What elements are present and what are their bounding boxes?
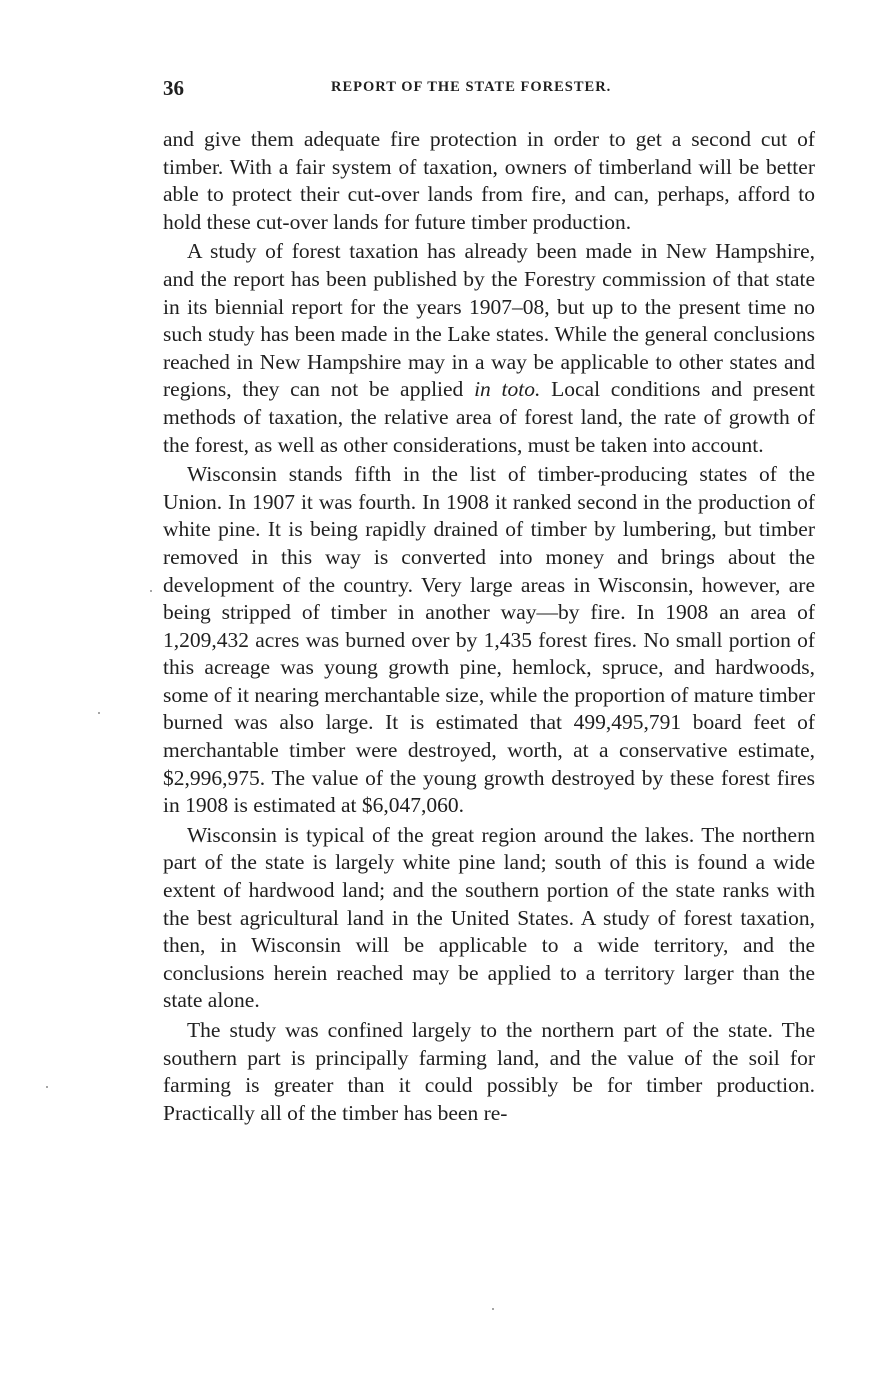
document-page (163, 72, 815, 1129)
paragraph-text: Wisconsin is typical of the great region around the lakes. The northern part of the state is largely white pine land; south of this is found a wide extent of hardwood land; and the southern portion of the state ranks with the best agricultural land in the United States. A study of forest taxation, then, in Wisconsin will be applicable to a wide territory, and the conclusions herein reached may be applied to a territory larger than the state alone. (163, 822, 815, 1013)
paragraph-2 (163, 238, 815, 459)
page-number: 36 (163, 76, 184, 100)
paragraph-text-continued: Local conditions and present methods of taxation, the relative area of forest land, the rate of growth of the forest, as well as other considerations, must be taken into account. (163, 377, 815, 457)
page-header (163, 72, 815, 108)
scan-speck (492, 1308, 494, 1310)
running-head: REPORT OF THE STATE FORESTER. (331, 79, 612, 95)
latin-phrase: in toto. (474, 377, 541, 402)
paragraph-3 (163, 461, 815, 820)
paragraph-text: and give them adequate fire protection in order to get a second cut of timber. With a fair system of taxation, owners of timberland will be better able to protect their cut-over lands from fire, and can, perhaps, afford to hold these cut-over lands for future timber production. (163, 127, 815, 234)
scan-speck (98, 712, 100, 714)
scan-speck (150, 590, 152, 592)
paragraph-text: A study of forest taxation has already been made in New Hampshire, and the report has been published by the Forestry commission of that state in its biennial report for the years 1907–08, but up to the present time no such study has been made in the Lake states. While the general conclusions reached in New Hampshire may in a way be applicable to other states and regions, they can not be applied (163, 239, 815, 402)
paragraph-4 (163, 822, 815, 1015)
paragraph-text: The study was confined largely to the northern part of the state. The southern part is principally farming land, and the value of the soil for farming is greater than it could possibly be for timber production. Practically all of the timber has been re- (163, 1018, 815, 1125)
paragraph-5 (163, 1017, 815, 1127)
paragraph-1 (163, 126, 815, 236)
body-text (163, 126, 815, 1127)
scan-speck (46, 1086, 48, 1088)
paragraph-text: Wisconsin stands fifth in the list of timber-producing states of the Union. In 1907 it was fourth. In 1908 it ranked second in the production of white pine. It is being rapidly drained of timber by lumbering, but timber removed in this way is converted into money and brings about the development of the country. Very large areas in Wisconsin, however, are being stripped of timber in another way—by fire. In 1908 an area of 1,209,432 acres was burned over by 1,435 forest fires. No small portion of this acreage was young growth pine, hemlock, spruce, and hardwoods, some of it nearing merchantable size, while the proportion of mature timber burned was also large. It is estimated that 499,495,791 board feet of merchantable timber were destroyed, worth, at a conservative estimate, $2,996,975. The value of the young growth destroyed by these forest fires in 1908 is estimated at $6,047,060. (163, 462, 815, 818)
